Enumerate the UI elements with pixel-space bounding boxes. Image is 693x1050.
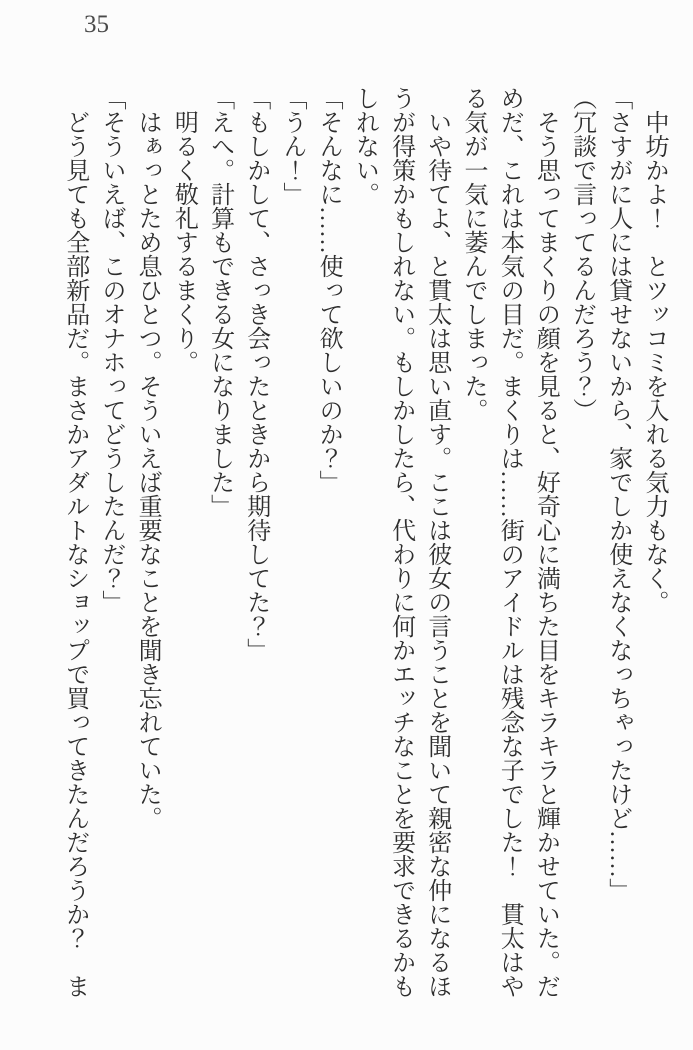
novel-paragraph: （冗談で言ってるんだろう？）	[568, 86, 595, 422]
novel-paragraph: 「もしかして、さっき会ったときから期待してた？」	[242, 86, 269, 662]
novel-paragraph: どう見ても全部新品だ。まさかアダルトなショップで買ってきたんだろうか？ ま	[61, 86, 88, 998]
novel-paragraph: 中坊かよ！ とツッコミを入れる気力もなく。	[641, 86, 667, 614]
novel-text	[56, 86, 672, 1000]
novel-paragraph: 「そんなに……使って欲しいのか？」	[315, 86, 342, 494]
novel-paragraph: そう思ってまくりの顔を見ると、好奇心に満ちた目をキラキラと輝かせていた。だめだ、これは本気の目だ。まくりは……街のアイドルは残念な子でした！ 貫太はやる気が一気に萎んでしまった。	[459, 86, 559, 998]
novel-paragraph: 「そういえば、このオナホってどうしたんだ？」	[97, 86, 124, 614]
novel-paragraph: 「さすがに人には貸せないから、家でしか使えなくなっちゃったけど……」	[604, 86, 631, 902]
page-number: 35	[84, 11, 109, 38]
novel-paragraph: 明るく敬礼するまくり。	[170, 86, 197, 374]
novel-paragraph: 「えへ。計算もできる女になりました」	[206, 86, 233, 518]
novel-paragraph: 「うん！」	[278, 86, 305, 206]
novel-paragraph: はぁっとため息ひとつ。そういえば重要なことを聞き忘れていた。	[134, 86, 161, 830]
novel-paragraph: いや待てよ、と貫太は思い直す。ここは彼女の言うことを聞いて親密な仲になるほうが得策かもしれない。もしかしたら、代わりに何かエッチなことを要求できるかもしれない。	[351, 86, 450, 998]
